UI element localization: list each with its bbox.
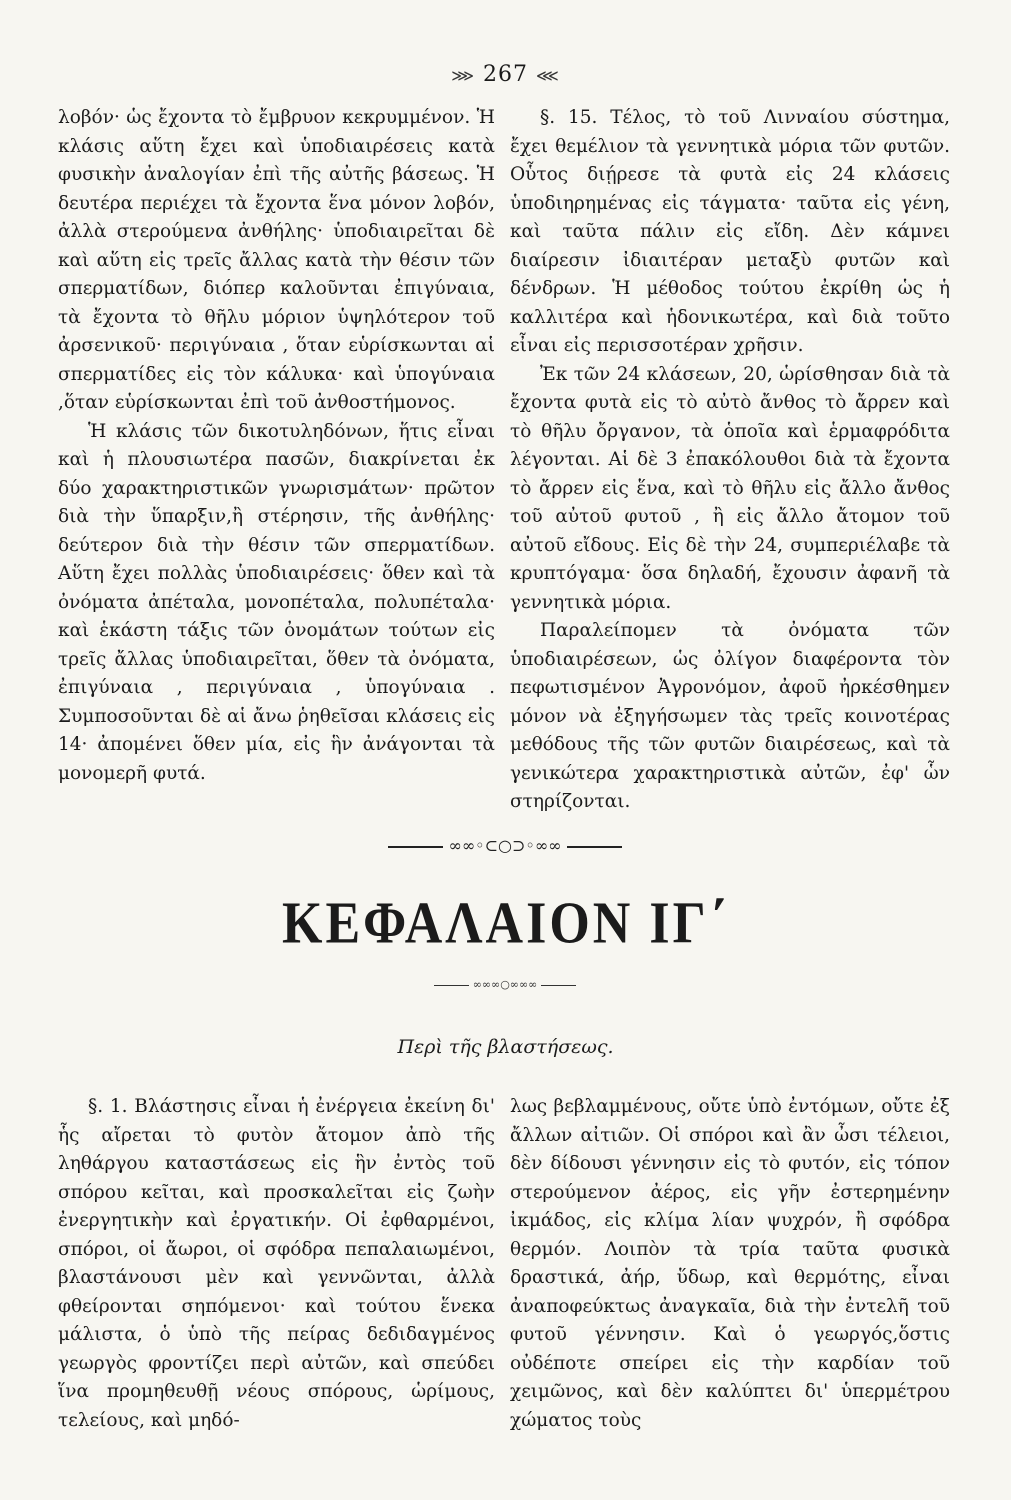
divider-rule [388,846,443,848]
paragraph: Ἡ κλάσις τῶν δικοτυληδόνων, ἥτις εἶναι καὶ ἡ πλουσιωτέρα πασῶν, διακρίνεται ἐκ δύο χαρακτηριστικῶν γνωρισμάτων· πρῶτον διὰ τὴν ὕπαρξιν,ἢ στέρησιν, τῆς ἀνθήλης· δεύτερον διὰ τὴν θέσιν τῶν σπερματίδων. Αὕτη ἔχει πολλὰς ὑποδιαιρέσεις· ὅθεν καὶ τὰ ὀνόματα ἀπέταλα, μονοπέταλα, πολυπέταλα· καὶ ἑκάστη τάξις τῶν ὀνομάτων τούτων εἰς τρεῖς ἄλλας ὑποδιαιρεῖται, ὅθεν τὰ ὀνόματα, ἐπιγύναια , περιγύναια , ὑπογύναια . Συμποσοῦνται δὲ αἱ ἄνω ῥηθεῖσαι κλάσεις εἰς 14· ἀπομένει ὅθεν μία, εἰς ἣν ἀνάγονται τὰ μονομερῆ φυτά. [58,420,495,784]
divider-rule [541,985,576,986]
bottom-left-column [58,1093,495,1435]
chapter-subtitle: Περὶ τῆς βλαστήσεως. [397,1036,614,1058]
paragraph: §. 15. Τέλος, τὸ τοῦ Λινναίου σύστημα, ἔχει θεμέλιον τὰ γεννητικὰ μόρια τῶν φυτῶν. Οὗτος διῄρεσε τὰ φυτὰ εἰς 24 κλάσεις ὑποδιηρημένας εἰς τάγματα· ταῦτα εἰς γένη, καὶ ταῦτα πάλιν εἰς εἴδη. Δὲν κάμνει διαίρεσιν ἰδιαιτέραν μεταξὺ φυτῶν καὶ δένδρων. Ἡ μέθοδος τούτου ἐκρίθη ὡς ἡ καλλιτέρα καὶ ἡδονικωτέρα, καὶ διὰ τοῦτο εἶναι εἰς περισσοτέραν χρῆσιν. [510,107,950,356]
divider-rule [434,985,469,986]
page-number-header [0,62,1011,87]
divider-rule [567,846,622,848]
divider-ornament: ∞∞◦⊂○⊃◦∞∞ [448,836,562,855]
chapter-divider-bottom [380,978,630,991]
ornament-left: ⋙ [451,66,475,85]
paragraph: Ἐκ τῶν 24 κλάσεων, 20, ὡρίσθησαν διὰ τὰ ἔχοντα φυτὰ εἰς τὸ αὐτὸ ἄνθος τὸ ἄρρεν καὶ τὸ θῆλυ ὄργανον, τὰ ὁποῖα καὶ ἑρμαφρόδιτα λέγονται. Αἱ δὲ 3 ἐπακόλουθοι διὰ τὰ ἔχοντα τὸ ἄρρεν εἰς ἕνα, καὶ τὸ θῆλυ εἰς ἄλλο ἄνθος τοῦ αὐτοῦ φυτοῦ , ἢ εἰς ἄλλο ἄτομον τοῦ αὐτοῦ εἴδους. Εἰς δὲ τὴν 24, συμπεριέλαβε τὰ κρυπτόγαμα· ὅσα δηλαδή, ἔχουσιν ἀφανῆ τὰ γεννητικὰ μόρια. [510,363,950,613]
bottom-right-column [510,1093,950,1435]
paragraph: §. 1. Βλάστησις εἶναι ἡ ἐνέργεια ἐκείνη δι' ἧς αἴρεται τὸ φυτὸν ἄτομον ἀπὸ τῆς ληθάργου καταστάσεως εἰς ἣν ἐντὸς τοῦ σπόρου κεῖται, καὶ προσκαλεῖται εἰς ζωὴν ἐνεργητικὴν καὶ ἐργατικήν. Οἱ ἐφθαρμένοι, σπόροι, οἱ ἄωροι, οἱ σφόδρα πεπαλαιωμένοι, βλαστάνουσι μὲν καὶ γεννῶνται, ἀλλὰ φθείρονται σηπόμενοι· καὶ τούτου ἕνεκα μάλιστα, ὁ ὑπὸ τῆς πείρας δεδιδαγμένος γεωργὸς φροντίζει περὶ αὐτῶν, καὶ σπεύδει ἵνα προμηθευθῇ νέους σπόρους, ὡρίμους, τελείους, καὶ μηδό- [58,1096,495,1431]
paragraph: λως βεβλαμμένους, οὔτε ὑπὸ ἐντόμων, οὔτε ἐξ ἄλλων αἰτιῶν. Οἱ σπόροι καὶ ἂν ὦσι τέλειοι, δὲν δίδουσι γέννησιν εἰς τὸ φυτόν, εἰς τόπον στερούμενον ἀέρος, εἰς γῆν ἐστερημένην ἰκμάδος, εἰς κλίμα λίαν ψυχρόν, ἢ σφόδρα θερμόν. Λοιπὸν τὰ τρία ταῦτα φυσικὰ δραστικά, ἀήρ, ὕδωρ, καὶ θερμότης, εἶναι ἀναποφεύκτως ἀναγκαῖα, διὰ τὴν ἐντελῆ τοῦ φυτοῦ γέννησιν. Καὶ ὁ γεωργός,ὅστις οὐδέποτε σπείρει εἰς τὴν καρδίαν τοῦ χειμῶνος, καὶ δὲν καλύπτει δι' ὑπερμέτρου χώματος τοὺς [510,1096,950,1431]
top-left-column [58,104,495,788]
paragraph: Παραλείπομεν τὰ ὀνόματα τῶν ὑποδιαιρέσεων, ὡς ὀλίγον διαφέροντα τὸν πεφωτισμένον Ἀγρονόμον, ἀφοῦ ἠρκέσθημεν μόνον νὰ ἐξηγήσωμεν τὰς τρεῖς κοινοτέρας μεθόδους τῆς τῶν φυτῶν διαιρέσεως, καὶ τὰ γενικώτερα χαρακτηριστικὰ αὐτῶν, ἐφ' ὧν στηρίζονται. [510,620,950,812]
chapter-title: ΚΕΦΑΛΑΙΟΝ ΙΓ΄ [282,890,729,957]
small-divider-ornament: ∞∞∞○∞∞∞ [472,978,538,991]
top-right-column [510,104,950,817]
chapter-divider-top [340,836,670,855]
paragraph: λοβόν· ὡς ἔχοντα τὸ ἔμβρυον κεκρυμμένον. Ἡ κλάσις αὕτη ἔχει καὶ ὑποδιαιρέσεις κατὰ φυσικὴν ἀναλογίαν ἐπὶ τῆς αὐτῆς βάσεως. Ἡ δευτέρα περιέχει τὰ ἔχοντα ἕνα μόνον λοβόν, ἀλλὰ στερούμενα ἀνθήλης· ὑποδιαιρεῖται δὲ καὶ αὕτη εἰς τρεῖς ἄλλας κατὰ τὴν θέσιν τῶν σπερματίδων, διόπερ καλοῦνται ἐπιγύναια, τὰ ἔχοντα τὸ θῆλυ μόριον ὑψηλότερον τοῦ ἀρσενικοῦ· περιγύναια , ὅταν εὑρίσκωνται αἱ σπερματίδες εἰς τὸν κάλυκα· καὶ ὑπογύναια ,ὅταν εὑρίσκωνται ἐπὶ τοῦ ἀνθοστήμονος. [58,107,495,413]
ornament-right: ⋘ [536,66,560,85]
page-number: 267 [483,62,528,87]
